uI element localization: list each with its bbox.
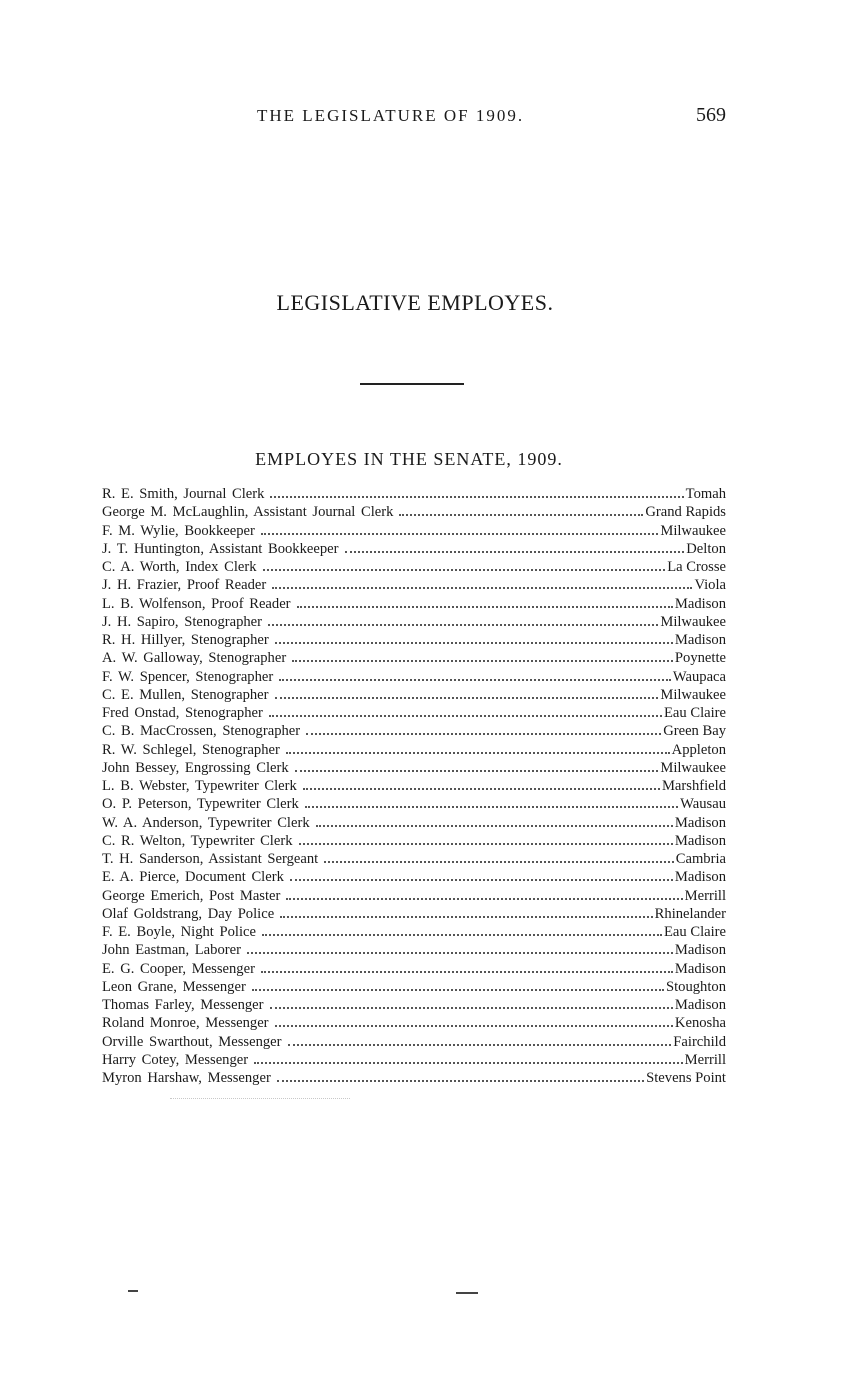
employee-hometown: Rhinelander [654, 905, 726, 922]
list-item [102, 522, 726, 540]
employee-name-title: R. H. Hillyer, Stenographer [102, 632, 269, 648]
dot-leader [292, 660, 673, 662]
employee-hometown: Madison [674, 960, 726, 977]
dot-leader [270, 1007, 673, 1009]
dot-leader [286, 898, 682, 900]
title-rule [360, 383, 464, 385]
dot-leader [280, 916, 653, 918]
employee-name-title: Thomas Farley, Messenger [102, 997, 264, 1013]
dot-leader [279, 679, 671, 681]
employee-hometown: Milwaukee [660, 613, 726, 630]
employee-name-title: T. H. Sanderson, Assistant Sergeant [102, 851, 319, 867]
dot-leader [399, 514, 643, 516]
list-item [102, 576, 726, 594]
dot-leader [247, 952, 673, 954]
list-item [102, 996, 726, 1014]
employee-hometown: Stoughton [665, 978, 726, 995]
list-item [102, 960, 726, 978]
employee-list [102, 485, 726, 1087]
employee-name-title: R. W. Schlegel, Stenographer [102, 741, 280, 758]
employee-name-title: John Eastman, Laborer [102, 942, 241, 959]
list-item [102, 1051, 726, 1069]
list-item [102, 795, 726, 813]
employee-hometown: Madison [674, 942, 726, 959]
dot-leader [306, 733, 661, 735]
employee-hometown: Madison [674, 869, 726, 886]
main-title: LEGISLATIVE EMPLOYES. [276, 290, 554, 315]
employee-hometown: Madison [674, 832, 726, 849]
scan-mark [128, 1290, 138, 1292]
employee-name-title: F. M. Wylie, Bookkeeper [102, 522, 255, 539]
employee-name-title: J. H. Sapiro, Stenographer [102, 613, 263, 630]
list-item [102, 485, 726, 503]
employee-hometown: Madison [674, 814, 726, 831]
employee-hometown: Delton [686, 540, 726, 557]
employee-hometown: Waupaca [672, 668, 726, 685]
list-item [102, 558, 726, 576]
dot-leader [262, 934, 662, 936]
dot-leader [275, 1025, 673, 1027]
employee-hometown: Eau Claire [664, 924, 726, 940]
dot-leader [324, 861, 674, 863]
employee-name-title: Leon Grane, Messenger [102, 978, 246, 995]
employee-name-title: O. P. Peterson, Typewriter Clerk [102, 796, 299, 813]
list-item [102, 704, 726, 722]
employee-name-title: C. A. Worth, Index Clerk [102, 559, 257, 575]
dot-leader [297, 606, 673, 608]
employee-name-title: Roland Monroe, Messenger [102, 1015, 269, 1032]
list-item [102, 649, 726, 667]
employee-hometown: Milwaukee [660, 759, 726, 776]
employee-name-title: Myron Harshaw, Messenger [102, 1070, 271, 1086]
employee-hometown: Wausau [680, 796, 726, 813]
employee-hometown: Stevens Point [646, 1070, 726, 1086]
dot-leader [295, 770, 659, 772]
employee-name-title: L. B. Webster, Typewriter Clerk [102, 778, 297, 794]
employee-hometown: Marshfield [661, 778, 726, 794]
employee-name-title: A. W. Galloway, Stenographer [102, 650, 287, 667]
employee-hometown: Madison [674, 997, 726, 1013]
list-item [102, 759, 726, 777]
employee-hometown: Milwaukee [660, 686, 726, 703]
employee-hometown: Cambria [675, 851, 726, 867]
employee-hometown: Appleton [671, 741, 726, 758]
list-item [102, 1069, 726, 1087]
list-item [102, 668, 726, 686]
dot-leader [272, 587, 692, 589]
dot-leader [305, 806, 678, 808]
employee-name-title: C. E. Mullen, Stenographer [102, 686, 269, 703]
dot-leader [261, 971, 673, 973]
list-item [102, 686, 726, 704]
list-item [102, 1014, 726, 1032]
employee-name-title: Harry Cotey, Messenger [102, 1051, 249, 1068]
dot-leader [270, 496, 683, 498]
list-item [102, 1033, 726, 1051]
dot-leader [275, 642, 673, 644]
list-item [102, 978, 726, 996]
employee-name-title: George Emerich, Post Master [102, 887, 281, 904]
list-item [102, 887, 726, 905]
employee-name-title: Fred Onstad, Stenographer [102, 705, 263, 721]
print-specks [170, 1098, 350, 1099]
employee-name-title: E. A. Pierce, Document Clerk [102, 869, 284, 886]
employee-name-title: J. T. Huntington, Assistant Bookkeeper [102, 540, 339, 557]
employee-name-title: Orville Swarthout, Messenger [102, 1033, 282, 1050]
dot-leader [303, 788, 660, 790]
employee-hometown: Fairchild [673, 1033, 726, 1050]
employee-hometown: Poynette [674, 650, 726, 667]
employee-name-title: R. E. Smith, Journal Clerk [102, 486, 265, 502]
employee-hometown: Viola [694, 577, 726, 594]
dot-leader [277, 1080, 644, 1082]
dot-leader [252, 989, 664, 991]
employee-name-title: J. H. Frazier, Proof Reader [102, 577, 267, 594]
employee-hometown: Grand Rapids [645, 504, 726, 521]
employee-hometown: Madison [674, 595, 726, 612]
employee-name-title: C. B. MacCrossen, Stenographer [102, 723, 301, 740]
dot-leader [316, 825, 673, 827]
employee-name-title: F. E. Boyle, Night Police [102, 924, 256, 940]
running-head [0, 106, 859, 132]
list-item [102, 868, 726, 886]
dot-leader [269, 715, 662, 717]
list-item [102, 814, 726, 832]
employee-name-title: C. R. Welton, Typewriter Clerk [102, 832, 293, 849]
employee-hometown: Merrill [684, 887, 726, 904]
list-item [102, 741, 726, 759]
employee-hometown: Kenosha [674, 1015, 726, 1032]
dot-leader [275, 697, 659, 699]
list-item [102, 613, 726, 631]
list-item [102, 850, 726, 868]
dot-leader [254, 1062, 683, 1064]
dot-leader [286, 752, 670, 754]
section-title: EMPLOYES IN THE SENATE, 1909. [255, 449, 563, 469]
employee-name-title: John Bessey, Engrossing Clerk [102, 759, 289, 776]
employee-name-title: L. B. Wolfenson, Proof Reader [102, 595, 291, 612]
employee-hometown: Eau Claire [664, 705, 726, 721]
employee-hometown: Merrill [684, 1051, 726, 1068]
list-item [102, 923, 726, 941]
dot-leader [261, 533, 659, 535]
employee-name-title: Olaf Goldstrang, Day Police [102, 905, 275, 922]
employee-hometown: Milwaukee [660, 522, 726, 539]
list-item [102, 503, 726, 521]
page-number: 569 [696, 104, 726, 126]
list-item [102, 832, 726, 850]
scan-mark [456, 1292, 478, 1294]
employee-name-title: W. A. Anderson, Typewriter Clerk [102, 814, 310, 831]
dot-leader [288, 1044, 672, 1046]
list-item [102, 631, 726, 649]
dot-leader [263, 569, 666, 571]
dot-leader [299, 843, 673, 845]
employee-hometown: Tomah [685, 486, 726, 502]
dot-leader [345, 551, 685, 553]
employee-hometown: Madison [674, 632, 726, 648]
list-item [102, 540, 726, 558]
employee-name-title: E. G. Cooper, Messenger [102, 960, 255, 977]
dot-leader [268, 624, 658, 626]
running-title: THE LEGISLATURE OF 1909. [257, 106, 525, 125]
list-item [102, 777, 726, 795]
list-item [102, 905, 726, 923]
list-item [102, 941, 726, 959]
list-item [102, 722, 726, 740]
employee-name-title: F. W. Spencer, Stenographer [102, 668, 274, 685]
dot-leader [290, 879, 673, 881]
employee-hometown: La Crosse [667, 559, 726, 575]
employee-name-title: George M. McLaughlin, Assistant Journal Clerk [102, 504, 394, 521]
employee-hometown: Green Bay [663, 723, 726, 740]
list-item [102, 595, 726, 613]
